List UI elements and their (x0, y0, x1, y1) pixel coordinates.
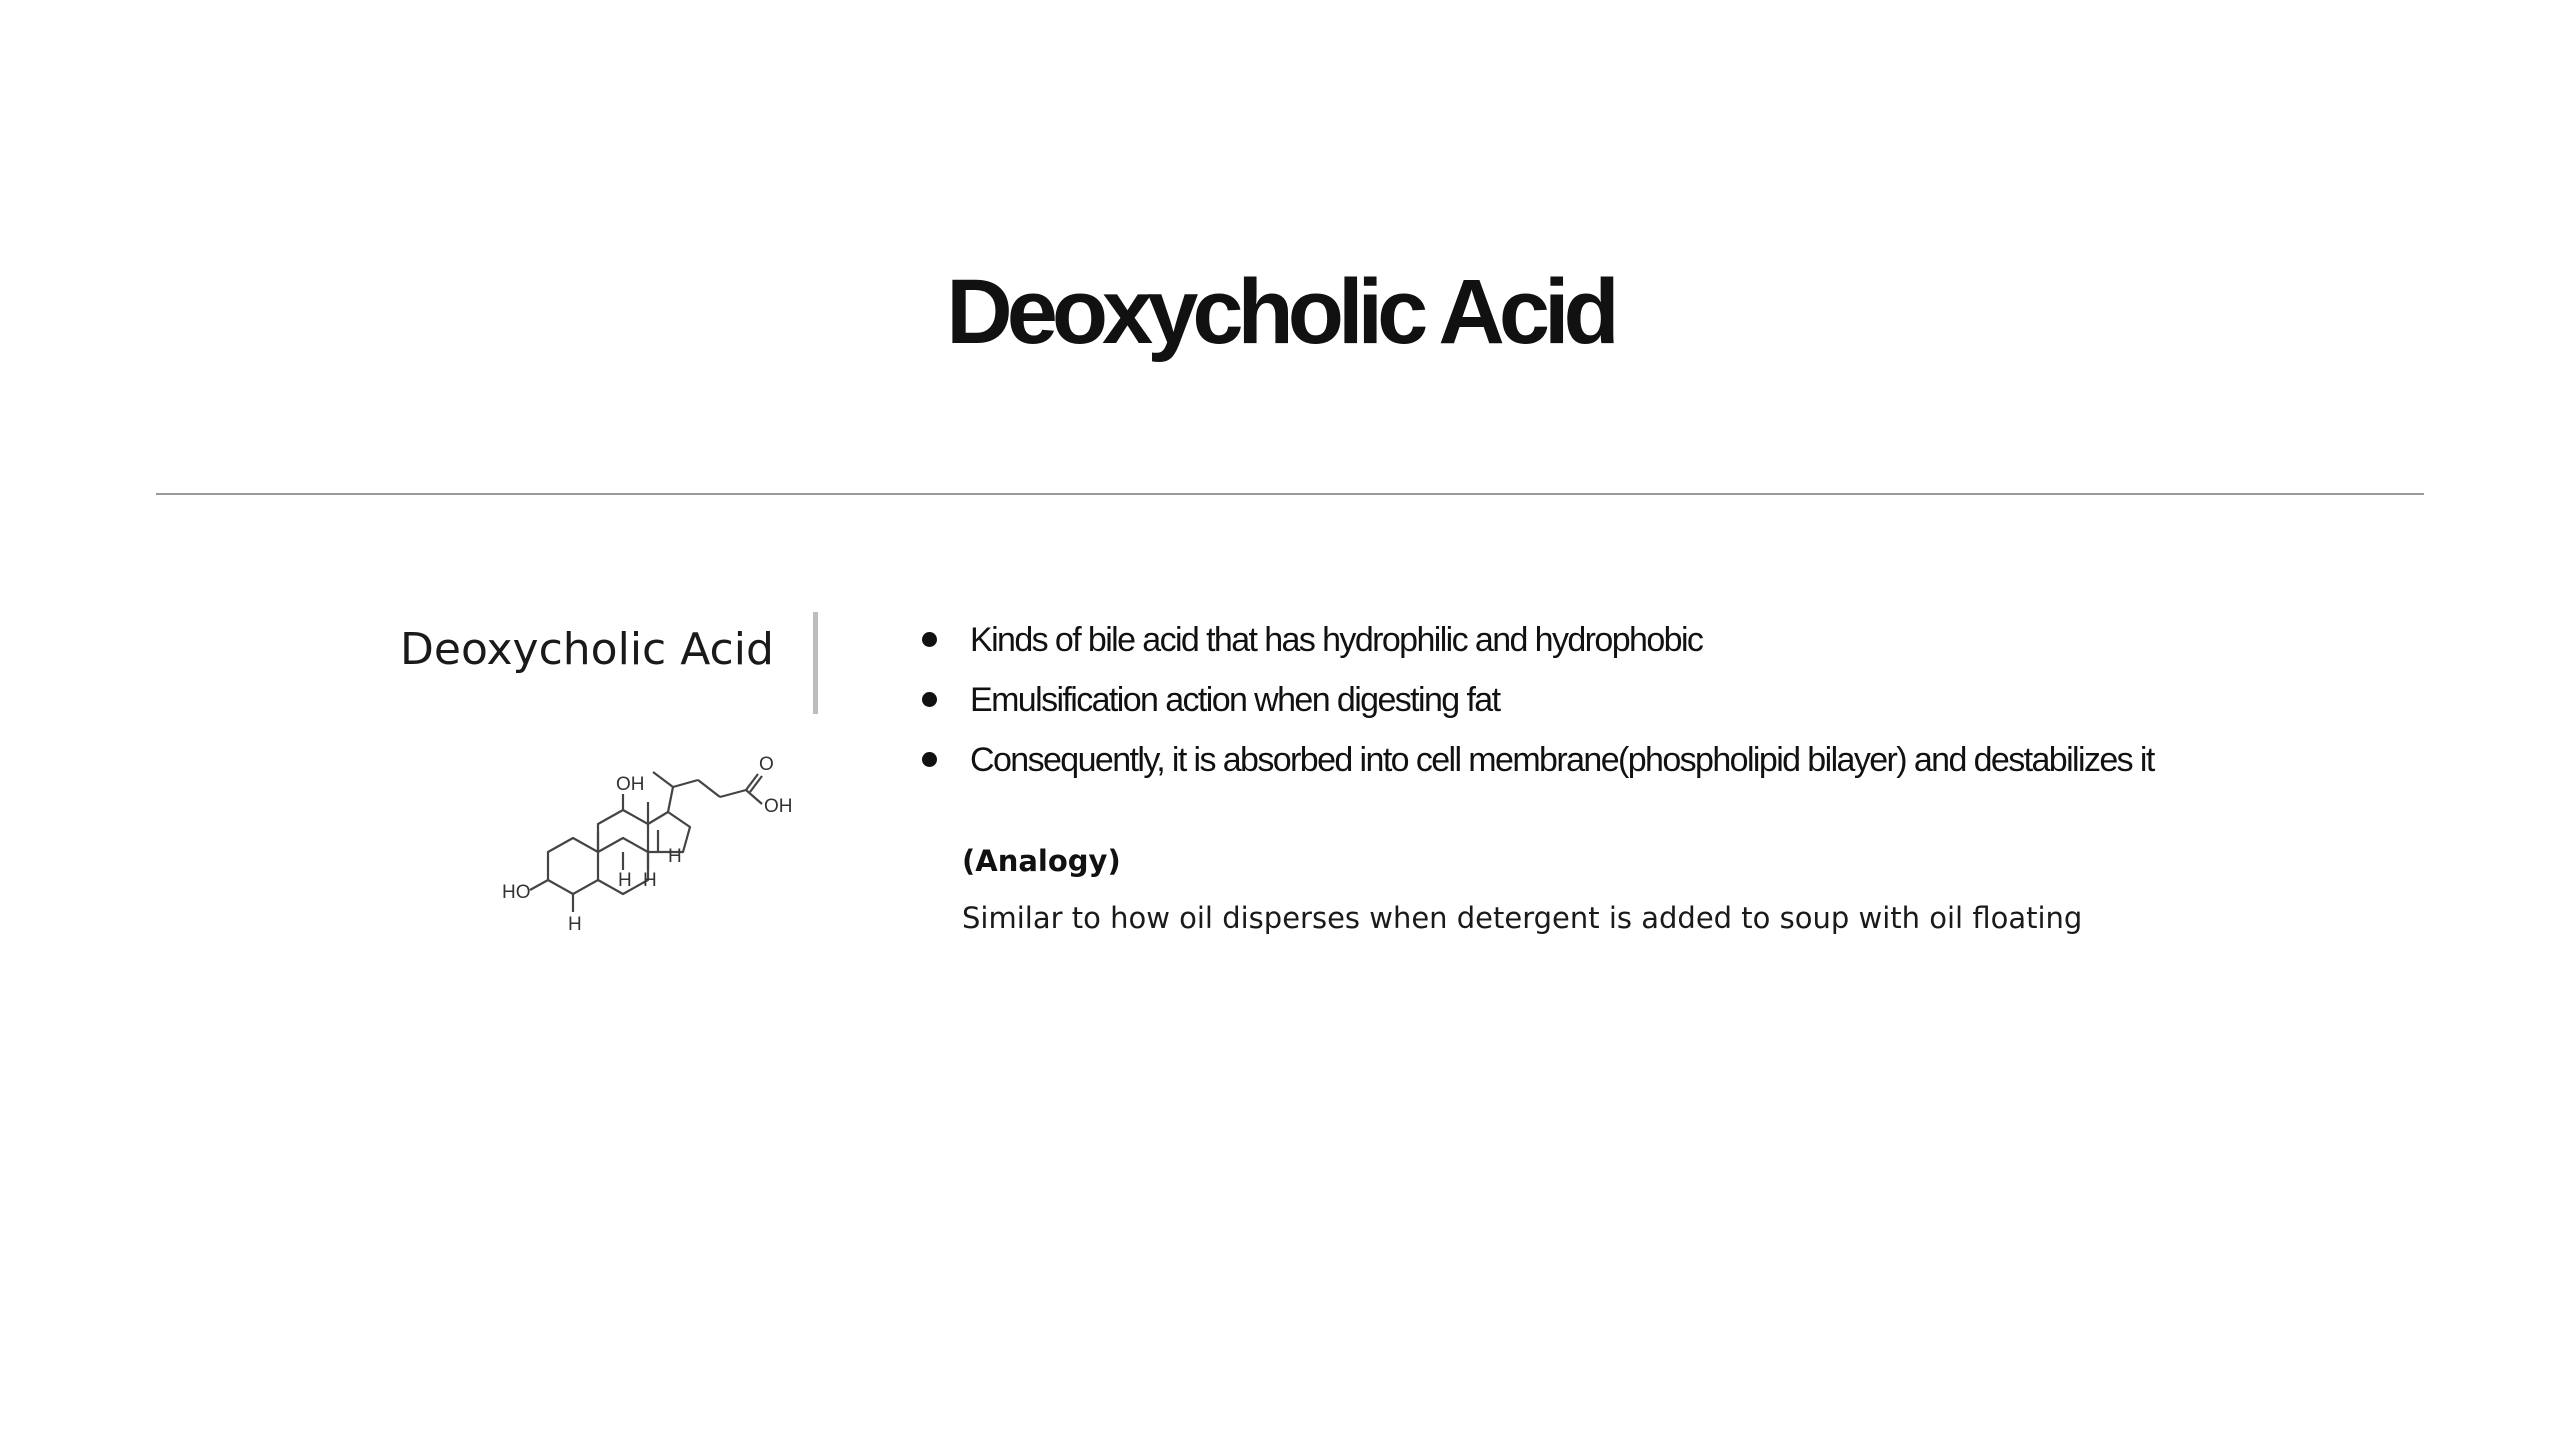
deoxycholic-acid-structure-diagram (488, 752, 878, 970)
oh-label: OH (616, 774, 645, 795)
analogy-text: Similar to how oil disperses when detergent is added to soup with oil floating (962, 901, 2083, 935)
h-label-3: H (643, 870, 657, 891)
molecule-name: Deoxycholic Acid (400, 624, 774, 675)
bullet-text: Consequently, it is absorbed into cell membrane(phospholipid bilayer) and destabilizes it (970, 741, 2154, 779)
bullet-item (920, 615, 2154, 675)
bullet-dot-icon (922, 692, 937, 707)
slide-title: Deoxycholic Acid (946, 261, 1614, 363)
bullet-item (920, 675, 2154, 735)
o-label: O (759, 754, 774, 775)
h-label-4: H (668, 846, 682, 867)
analogy-heading: (Analogy) (962, 844, 1121, 878)
bullet-list (920, 615, 2154, 795)
h-label-1: H (568, 914, 582, 935)
bullet-item (920, 735, 2154, 795)
bullet-dot-icon (922, 752, 937, 767)
vertical-separator (813, 612, 818, 714)
acid-oh-label: OH (764, 796, 793, 817)
ho-label: HO (502, 882, 531, 903)
h-label-2: H (618, 870, 632, 891)
title-divider (156, 493, 2424, 495)
bullet-text: Emulsification action when digesting fat (970, 681, 1500, 719)
bullet-dot-icon (922, 632, 937, 647)
bullet-text: Kinds of bile acid that has hydrophilic and hydrophobic (970, 621, 1703, 659)
